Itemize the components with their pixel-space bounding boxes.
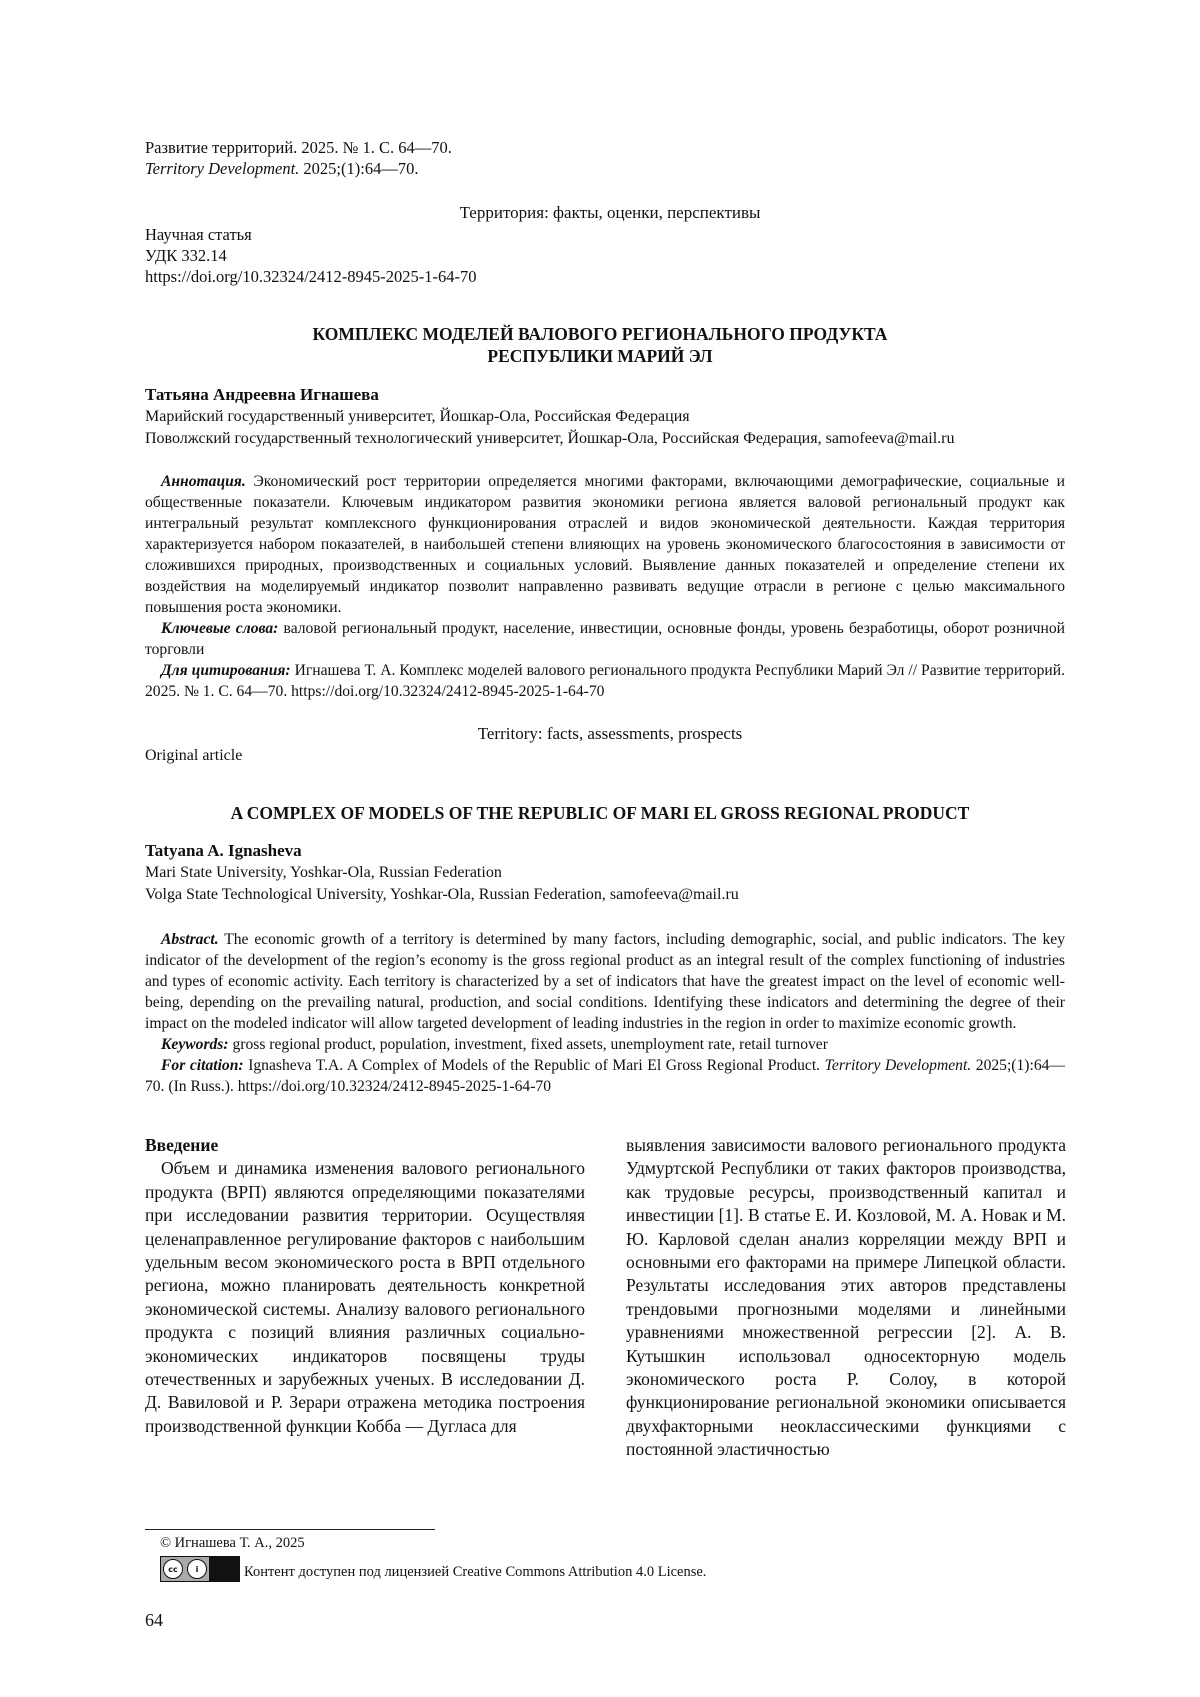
ru-title-line-1: КОМПЛЕКС МОДЕЛЕЙ ВАЛОВОГО РЕГИОНАЛЬНОГО ПРОДУКТА bbox=[312, 324, 888, 344]
en-citation-text-b: 2025;(1):64—70. (In Russ.). https://doi.org/10.32324/2412-8945-2025-1-64-70 bbox=[145, 1057, 1066, 1095]
en-abstract bbox=[145, 929, 1065, 1034]
en-citation-journal: Territory Development. bbox=[824, 1057, 972, 1074]
ru-abstract bbox=[145, 471, 1065, 618]
ru-author: Татьяна Андреевна Игнашева bbox=[145, 385, 379, 404]
footnote-divider bbox=[145, 1529, 435, 1530]
doi-link[interactable]: https://doi.org/10.32324/2412-8945-2025-1-64-70 bbox=[145, 267, 477, 286]
en-author: Tatyana A. Ignasheva bbox=[145, 841, 302, 860]
ru-affiliation-1: Марийский государственный университет, Йошкар-Ола, Российская Федерация bbox=[145, 408, 690, 425]
ru-abstract-label: Аннотация. bbox=[161, 473, 246, 490]
journal-en-issue: 2025;(1):64—70. bbox=[299, 159, 419, 178]
en-affiliation-1: Mari State University, Yoshkar-Ola, Russian Federation bbox=[145, 864, 502, 881]
ru-abstract-block bbox=[145, 471, 1065, 702]
en-title: A COMPLEX OF MODELS OF THE REPUBLIC OF MARI EL GROSS REGIONAL PRODUCT bbox=[230, 803, 970, 823]
page-number: 64 bbox=[145, 1610, 163, 1630]
en-abstract-label: Abstract. bbox=[161, 931, 219, 948]
en-citation-label: For citation: bbox=[161, 1057, 244, 1074]
en-citation-text-a: Ignasheva T.A. A Complex of Models of the Republic of Mari El Gross Regional Product. bbox=[243, 1057, 825, 1074]
section-ru: Территория: факты, оценки, перспективы bbox=[459, 203, 761, 222]
en-abstract-block bbox=[145, 929, 1065, 1097]
section-en: Territory: facts, assessments, prospects bbox=[477, 724, 743, 743]
journal-en-name: Territory Development. bbox=[145, 159, 300, 178]
ru-keywords-label: Ключевые слова: bbox=[161, 620, 279, 637]
ru-abstract-text: Экономический рост территории определяется многими факторами, включающими демографические, социальные и общественные показатели. Ключевым индикатором развития экономики региона является валовой региональный продукт как интегральный результат комплексного функционирования отраслей и видов экономической деятельности. Каждая территория характеризуется набором показателей, в наибольшей степени влияющих на уровень экономического благосостояния в зависимости от сложившихся природных, производственных и социальных условий. Выявление данных показателей и определение степени их воздействия на моделируемый индикатор позволит направленно развивать ведущие отрасли в регионе с целью максимального повышения роста экономики. bbox=[145, 473, 1065, 616]
en-citation bbox=[145, 1055, 1065, 1097]
ru-citation bbox=[145, 660, 1065, 702]
udk: УДК 332.14 bbox=[145, 246, 227, 265]
en-keywords bbox=[145, 1034, 1065, 1055]
cc-icon-group bbox=[161, 1557, 209, 1581]
license-text: Контент доступен под лицензией Creative Commons Attribution 4.0 License. bbox=[244, 1564, 707, 1580]
ru-keywords bbox=[145, 618, 1065, 660]
cc-badge-dark-band bbox=[209, 1557, 239, 1581]
by-attribution-icon: i bbox=[187, 1559, 207, 1579]
cc-icon: cc bbox=[163, 1559, 183, 1579]
cc-by-license-icon[interactable] bbox=[160, 1556, 240, 1582]
body-left-column bbox=[145, 1134, 585, 1438]
article-type-en: Original article bbox=[145, 747, 243, 764]
continued-paragraph: выявления зависимости валового регионального продукта Удмуртской Республики от таких факторов производства, как трудовые ресурсы, производственный капитал и инвестиции [1]. В статье Е. И. Козловой, М. А. Новак и М. Ю. Карловой сделан анализ корреляции между ВРП и основными его факторами на примере Липецкой области. Результаты исследования этих авторов представлены трендовыми прогнозными моделями и линейными уравнениями множественной регрессии [2]. А. В. Кутышкин использовал односекторную модель экономического роста Р. Солоу, в которой функционирование региональной экономики описывается двухфакторными неоклассическими функциями с постоянной эластичностью bbox=[626, 1135, 1066, 1460]
copyright: © Игнашева Т. А., 2025 bbox=[160, 1535, 305, 1551]
body-right-column bbox=[626, 1134, 1066, 1462]
ru-citation-text: Игнашева Т. А. Комплекс моделей валового регионального продукта Республики Марий Эл // Развитие территорий. 2025. № 1. С. 64—70. https://doi.org/10.32324/2412-8945-2025-1-64-70 bbox=[145, 662, 1065, 700]
intro-heading: Введение bbox=[145, 1135, 219, 1155]
ru-citation-label: Для цитирования: bbox=[161, 662, 291, 679]
ru-affiliation-2: Поволжский государственный технологический университет, Йошкар-Ола, Российская Федерация, samofeeva@mail.ru bbox=[145, 430, 955, 447]
journal-en-line bbox=[145, 159, 418, 179]
ru-title-line-2: РЕСПУБЛИКИ МАРИЙ ЭЛ bbox=[487, 346, 713, 366]
en-abstract-text: The economic growth of a territory is determined by many factors, including demographic, social, and public indicators. The key indicator of the development of the region’s economy is the gross regional product as an integral result of the complex functioning of industries and types of economic activity. Each territory is characterized by a set of indicators that have the greatest impact on the level of economic well-being, depending on the prevailing natural, production, and social conditions. Identifying these indicators and determining the degree of their impact on the modeled indicator will allow targeted development of leading industries in the region in order to maximize economic growth. bbox=[145, 931, 1065, 1032]
intro-paragraph: Объем и динамика изменения валового регионального продукта (ВРП) являются определяющими показателями при исследовании развития территории. Осуществляя целенаправленное регулирование факторов с наибольшим удельным весом экономического роста в ВРП отдельного региона, можно планировать деятельность конкретной экономической системы. Анализу валового регионального продукта с позиций влияния различных социально-экономических индикаторов посвящены труды отечественных и зарубежных ученых. В исследовании Д. Д. Вавиловой и Р. Зерари отражена методика построения производственной функции Кобба — Дугласа для bbox=[145, 1158, 585, 1436]
ru-keywords-text: валовой региональный продукт, население, инвестиции, основные фонды, уровень безработицы, оборот розничной торговли bbox=[145, 620, 1065, 658]
en-keywords-label: Keywords: bbox=[161, 1036, 229, 1053]
en-keywords-text: gross regional product, population, investment, fixed assets, unemployment rate, retail turnover bbox=[228, 1036, 828, 1053]
article-type-ru: Научная статья bbox=[145, 225, 252, 244]
journal-ru-line: Развитие территорий. 2025. № 1. С. 64—70. bbox=[145, 138, 452, 157]
en-affiliation-2: Volga State Technological University, Yoshkar-Ola, Russian Federation, samofeeva@mail.ru bbox=[145, 886, 739, 903]
